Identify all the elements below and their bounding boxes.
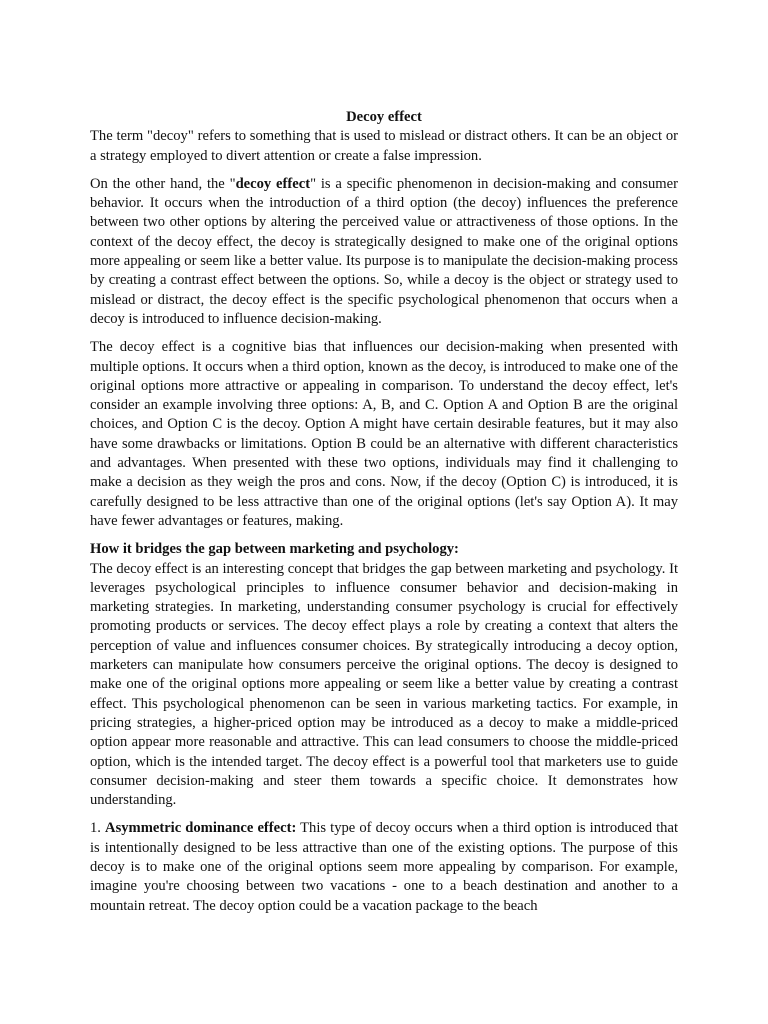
list-number: 1. — [90, 820, 101, 837]
document-page — [90, 108, 678, 925]
paragraph-text-start: On the other hand, the " — [90, 175, 236, 192]
bold-term-asymmetric-dominance: Asymmetric dominance effect: — [105, 820, 297, 837]
paragraph-decoy-definition: The term "decoy" refers to something that is used to mislead or distract others. It can be an object or a strategy employed to divert attention or create a false impression. — [90, 128, 678, 164]
paragraph-asymmetric-dominance — [90, 819, 678, 915]
paragraph-marketing-psychology: The decoy effect is an interesting concept that bridges the gap between marketing and psychology. It leverages psychological principles to influence consumer behavior and decision-making in marketing strategies. In marketing, understanding consumer psychology is crucial for effectively promoting products or services. The decoy effect plays a role by creating a context that alters the perception of value and influences consumer choices. By strategically introducing a decoy option, marketers can manipulate how consumers perceive the original options. The decoy is designed to make one of the original options more appealing or seem like a better value by creating a contrast effect. This psychological phenomenon can be seen in various marketing tactics. For example, in pricing strategies, a higher-priced option may be introduced as a decoy to make a middle-priced option appear more reasonable and attractive. This can lead consumers to choose the middle-priced option, which is the intended target. The decoy effect is a powerful tool that marketers use to guide consumer decision-making and steer them towards a specific choice. It demonstrates how understanding. — [90, 560, 678, 809]
document-title: Decoy effect — [346, 109, 422, 125]
section-heading-marketing-psychology: How it bridges the gap between marketing and psychology: — [90, 541, 459, 558]
paragraph-decoy-effect-definition — [90, 175, 678, 329]
paragraph-cognitive-bias: The decoy effect is a cognitive bias that influences our decision-making when presented with multiple options. It occurs when a third option, known as the decoy, is introduced to make one of the original options more attractive or appealing in comparison. To understand the decoy effect, let's consider an example involving three options: A, B, and C. Option A and Option B are the original choices, and Option C is the decoy. Option A might have certain desirable features, but it may also have some drawbacks or limitations. Option B could be an alternative with different characteristics and advantages. When presented with these two options, individuals may find it challenging to make a decision as they weigh the pros and cons. Now, if the decoy (Option C) is introduced, it is carefully designed to be less attractive than one of the original options (let's say Option A). It may have fewer advantages or features, making. — [90, 339, 678, 529]
paragraph-text-rest: " is a specific phenomenon in decision-making and consumer behavior. It occurs when the introduction of a third option (the decoy) influences the preference between two other options by altering the perceived value or attractiveness of those options. In the context of the decoy effect, the decoy is strategically designed to make one of the original options more appealing or seem like a better value. Its purpose is to manipulate the decision-making process by creating a contrast effect between the options. So, while a decoy is the object or strategy used to mislead or distract, the decoy effect is the specific psychological phenomenon that occurs when a decoy is introduced to influence decision-making. — [90, 175, 678, 327]
bold-term-decoy-effect: decoy effect — [235, 175, 311, 192]
paragraph-text-rest: This type of decoy occurs when a third option is introduced that is intentionally designed to be less attractive than one of the existing options. The purpose of this decoy is to make one of the original options seem more appealing by comparison. For example, imagine you're choosing between two vacations - one to a beach destination and another to a mountain retreat. The decoy option could be a vacation package to the beach — [90, 820, 679, 914]
